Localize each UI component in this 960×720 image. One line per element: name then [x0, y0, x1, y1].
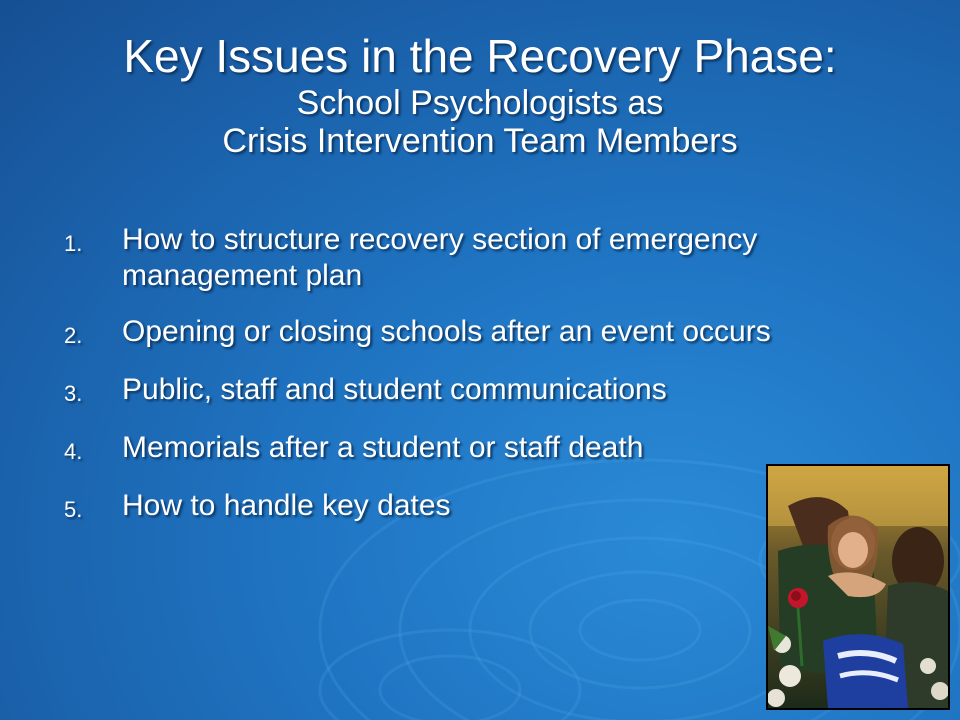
list-item-text: Memorials after a student or staff death	[122, 431, 644, 464]
photo-people-embracing	[766, 464, 950, 710]
title-subtitle-line1: School Psychologists as	[296, 84, 664, 122]
list-item	[64, 488, 784, 524]
title-subtitle-line2: Crisis Intervention Team Members	[222, 122, 738, 160]
list-item-number: 4.	[64, 439, 83, 464]
list-item	[64, 222, 784, 294]
list-item	[64, 430, 784, 466]
list-item-text: Opening or closing schools after an event occurs	[122, 315, 771, 348]
list-item-number: 1.	[64, 231, 83, 256]
list-item-number: 3.	[64, 381, 83, 406]
numbered-list	[64, 222, 784, 524]
list-item	[64, 372, 784, 408]
photo-illustration	[768, 466, 948, 708]
title-main: Key Issues in the Recovery Phase:	[123, 30, 837, 82]
list-item-number: 2.	[64, 323, 83, 348]
list-item	[64, 314, 784, 350]
list-item-number: 5.	[64, 497, 83, 522]
slide-title	[40, 28, 920, 160]
list-item-text: Public, staff and student communications	[122, 373, 667, 406]
list-item-text: How to handle key dates	[122, 489, 451, 522]
list-item-text: How to structure recovery section of emergency management plan	[122, 223, 758, 292]
